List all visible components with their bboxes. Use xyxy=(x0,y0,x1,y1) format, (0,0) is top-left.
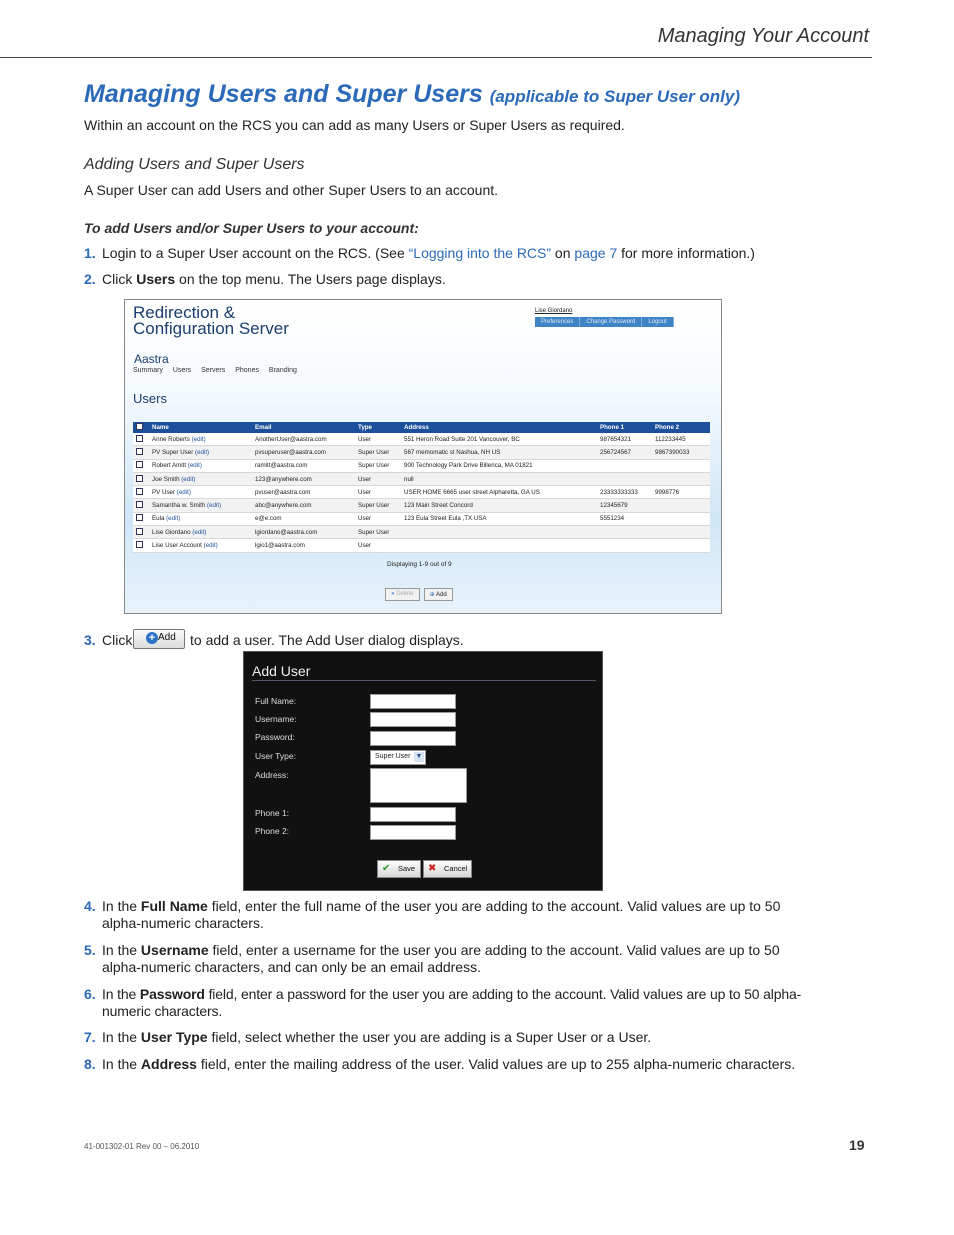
nav-summary[interactable]: Summary xyxy=(133,367,163,374)
step-8-pre: In the xyxy=(102,1056,141,1072)
step-6-number: 6. xyxy=(84,986,96,1002)
user-name: PV User xyxy=(152,488,176,496)
user-name-cell xyxy=(149,499,252,512)
username-label: Username: xyxy=(255,714,297,724)
row-select-cell xyxy=(133,459,149,472)
delete-button[interactable] xyxy=(385,588,420,601)
user-phone1 xyxy=(597,472,652,485)
user-email: ramitt@aastra.com xyxy=(252,459,355,472)
running-header: Managing Your Account xyxy=(657,25,869,47)
row-checkbox[interactable] xyxy=(136,488,143,495)
row-select-cell xyxy=(133,446,149,459)
user-email: pvuser@aastra.com xyxy=(252,486,355,499)
step-1-pre: Login to a Super User account on the RCS. (See xyxy=(102,245,409,261)
step-4-pre: In the xyxy=(102,898,141,914)
user-phone1: 23333333333 xyxy=(597,486,652,499)
user-email: lgio1@aastra.com xyxy=(252,539,355,552)
checkmark-icon: ✔ xyxy=(382,863,391,874)
delete-label: Delete xyxy=(396,591,414,597)
table-actions xyxy=(385,588,453,601)
step-7-pre: In the xyxy=(102,1029,141,1045)
step-5-bold: Username xyxy=(140,942,209,958)
col-phone1[interactable]: Phone 1 xyxy=(597,422,652,433)
full-name-label: Full Name: xyxy=(255,696,297,706)
row-select-cell xyxy=(133,472,149,485)
step-2-text xyxy=(102,271,446,288)
step-6-post: field, enter a password for the user you are adding to the account. Valid values are up to 50 alpha- xyxy=(204,986,802,1002)
user-phone2: 9998776 xyxy=(652,486,710,499)
row-checkbox[interactable] xyxy=(136,435,143,442)
user-name: Lise Giordano xyxy=(152,528,191,536)
user-address: 551 Heron Road Suite 201 Vancouver, BC xyxy=(401,433,597,446)
row-checkbox[interactable] xyxy=(136,514,143,521)
select-all-cell xyxy=(133,422,149,433)
table-row xyxy=(133,459,710,472)
step-8-bold: Address xyxy=(140,1056,197,1072)
company-name: Aastra xyxy=(134,352,169,366)
add-label: Add xyxy=(436,592,447,598)
footer-doc-id: 41-001302-01 Rev 00 – 06.2010 xyxy=(84,1142,200,1151)
table-row xyxy=(133,433,710,446)
user-phone2 xyxy=(652,539,710,552)
edit-link[interactable]: (edit) xyxy=(191,435,206,443)
change-password-button[interactable]: Change Password xyxy=(580,317,642,327)
user-email: AnotherUser@aastra.com xyxy=(252,433,355,446)
users-page-screenshot xyxy=(124,299,722,614)
procedure-heading: To add Users and/or Super Users to your account: xyxy=(84,220,419,236)
step-6-text xyxy=(102,986,801,1020)
user-address: 900 Technology Park Drive Billerica, MA 01821 xyxy=(401,459,597,472)
col-phone2[interactable]: Phone 2 xyxy=(652,422,710,433)
step-4-text xyxy=(102,898,780,932)
step-7-post: field, select whether the user you are adding is a Super User or a User. xyxy=(207,1029,652,1045)
subheading: Adding Users and Super Users xyxy=(84,156,305,173)
paging-text: Displaying 1-9 out of 9 xyxy=(387,561,452,568)
close-icon: ✖ xyxy=(428,863,437,874)
step-4-number: 4. xyxy=(84,898,96,914)
user-name: Eula xyxy=(152,515,165,523)
edit-link[interactable]: (edit) xyxy=(187,462,202,470)
user-phone2 xyxy=(652,472,710,485)
preferences-button[interactable]: Preferences xyxy=(535,317,580,327)
user-name-cell xyxy=(149,512,252,525)
user-address: null xyxy=(401,472,597,485)
user-address: USER HOME 6665 user street Alpharetta, GA US xyxy=(401,486,597,499)
col-name[interactable]: Name xyxy=(149,422,252,433)
table-row xyxy=(133,526,710,539)
table-row xyxy=(133,512,710,525)
address-label: Address: xyxy=(255,770,289,780)
step-4-post: field, enter the full name of the user you are adding to the account. Valid values are up to 50 xyxy=(207,898,781,914)
dialog-title: Add User xyxy=(252,663,311,679)
password-label: Password: xyxy=(255,732,295,742)
edit-link[interactable]: (edit) xyxy=(203,542,218,550)
username-field[interactable] xyxy=(370,712,456,727)
row-select-cell xyxy=(133,433,149,446)
user-name-cell xyxy=(149,459,252,472)
row-checkbox[interactable] xyxy=(136,461,143,468)
save-label: Save xyxy=(398,864,416,873)
step-2-pre: Click xyxy=(102,271,137,287)
step-5-number: 5. xyxy=(84,942,96,958)
step-1-number: 1. xyxy=(84,245,96,261)
plus-icon: + xyxy=(146,632,158,644)
user-phone1: 5551234 xyxy=(597,512,652,525)
select-all-checkbox[interactable] xyxy=(136,423,143,430)
header-rule xyxy=(0,57,872,58)
row-checkbox[interactable] xyxy=(136,541,143,548)
table-row xyxy=(133,499,710,512)
user-name: Lise User Account xyxy=(152,542,202,550)
table-row xyxy=(133,539,710,552)
user-phone2: 9867390033 xyxy=(652,446,710,459)
user-type: User xyxy=(355,539,401,552)
edit-link[interactable]: (edit) xyxy=(195,448,210,456)
user-address: 123 Main Street Concord xyxy=(401,499,597,512)
edit-link[interactable]: (edit) xyxy=(181,475,196,483)
add-user-dialog xyxy=(243,651,603,891)
chevron-down-icon[interactable]: ▼ xyxy=(415,753,423,760)
user-name-cell xyxy=(149,526,252,539)
user-phone1: 987654321 xyxy=(597,433,652,446)
row-checkbox[interactable] xyxy=(136,448,143,455)
user-email: lgiordano@aastra.com xyxy=(252,526,355,539)
user-address: 123 Eula Street Eula ,TX USA xyxy=(401,512,597,525)
step-4-line2: alpha-numeric characters. xyxy=(102,915,264,931)
table-row xyxy=(133,446,710,459)
step-6-line2: numeric characters. xyxy=(102,1003,223,1019)
logout-button[interactable]: Logout xyxy=(642,317,673,327)
section-title-text: Managing Users and Super Users xyxy=(84,80,483,108)
step-2-post: on the top menu. The Users page displays. xyxy=(175,271,446,287)
user-name-cell xyxy=(149,433,252,446)
step-8-post: field, enter the mailing address of the user. Valid values are up to 255 alpha-numeric characters. xyxy=(196,1056,796,1072)
step-2-bold: Users xyxy=(136,271,176,287)
user-name-cell xyxy=(149,446,252,459)
user-phone2 xyxy=(652,499,710,512)
rcs-title-line1: Redirection & xyxy=(133,303,236,322)
user-phone1 xyxy=(597,539,652,552)
nav-users[interactable]: Users xyxy=(172,367,192,374)
users-page-heading: Users xyxy=(133,391,167,406)
row-select-cell xyxy=(133,512,149,525)
row-checkbox[interactable] xyxy=(136,528,143,535)
step-5-text xyxy=(102,942,780,976)
top-nav xyxy=(133,367,305,374)
nav-phones[interactable]: Phones xyxy=(235,367,259,374)
users-table-body xyxy=(133,433,710,552)
add-button[interactable] xyxy=(424,588,453,601)
user-name: Anne Roberts xyxy=(152,435,190,443)
user-type: User xyxy=(355,433,401,446)
page-7-link[interactable]: page 7 xyxy=(574,245,618,261)
plus-icon: ⊕ xyxy=(429,592,435,598)
full-name-field[interactable] xyxy=(370,694,456,709)
rcs-title-line2: Configuration Server xyxy=(133,319,289,338)
edit-link[interactable]: (edit) xyxy=(176,488,191,496)
cancel-button[interactable] xyxy=(423,860,472,878)
cancel-label: Cancel xyxy=(444,864,468,873)
step-2-number: 2. xyxy=(84,271,96,287)
user-email: e@e.com xyxy=(252,512,355,525)
user-phone2 xyxy=(652,459,710,472)
step-6-pre: In the xyxy=(102,986,140,1002)
step-3-click: Click xyxy=(102,632,133,648)
user-type: User xyxy=(355,472,401,485)
users-table-header xyxy=(133,422,710,433)
phone2-label: Phone 2: xyxy=(255,826,290,836)
password-field[interactable] xyxy=(370,731,456,746)
table-row xyxy=(133,472,710,485)
user-name-cell xyxy=(149,486,252,499)
step-3-text: to add a user. The Add User dialog displays. xyxy=(190,632,464,648)
dialog-title-rule xyxy=(252,680,596,681)
col-type[interactable]: Type xyxy=(355,422,401,433)
section-title xyxy=(84,80,740,109)
user-name-cell xyxy=(149,472,252,485)
user-name: Robert Amitt xyxy=(152,462,187,470)
user-address xyxy=(401,539,597,552)
user-phone2: 112233445 xyxy=(652,433,710,446)
user-type-value: Super User xyxy=(375,753,411,760)
user-email: pvsuperuser@aastra.com xyxy=(252,446,355,459)
user-phone1 xyxy=(597,526,652,539)
table-row xyxy=(133,486,710,499)
user-email: 123@anywhere.com xyxy=(252,472,355,485)
step-8-number: 8. xyxy=(84,1056,96,1072)
step-5-pre: In the xyxy=(102,942,141,958)
row-checkbox[interactable] xyxy=(136,475,143,482)
users-table xyxy=(133,422,710,553)
delete-icon: ● xyxy=(391,591,395,597)
user-phone1: 12345679 xyxy=(597,499,652,512)
user-type: Super User xyxy=(355,446,401,459)
step-8-text xyxy=(102,1056,795,1073)
step-1-mid: on xyxy=(551,245,575,261)
user-type: Super User xyxy=(355,499,401,512)
user-name: PV Super User xyxy=(152,448,194,456)
step-7-bold: User Type xyxy=(140,1029,208,1045)
edit-link[interactable]: (edit) xyxy=(166,515,181,523)
intro-paragraph: Within an account on the RCS you can add as many Users or Super Users as required. xyxy=(84,117,625,133)
logging-into-rcs-link[interactable]: “Logging into the RCS” xyxy=(408,245,552,261)
save-button[interactable] xyxy=(377,860,421,878)
account-buttons xyxy=(535,317,674,327)
add-button-image xyxy=(133,629,185,649)
user-phone2 xyxy=(652,512,710,525)
add-button-label: Add xyxy=(158,632,176,643)
user-address: 567 memomatic st Nashua, NH US xyxy=(401,446,597,459)
user-phone1: 256724567 xyxy=(597,446,652,459)
row-checkbox[interactable] xyxy=(136,501,143,508)
user-phone1 xyxy=(597,459,652,472)
phone2-field[interactable] xyxy=(370,825,456,840)
step-4-bold: Full Name xyxy=(140,898,208,914)
col-email[interactable]: Email xyxy=(252,422,355,433)
step-1-text xyxy=(102,245,755,262)
row-select-cell xyxy=(133,526,149,539)
nav-servers[interactable]: Servers xyxy=(201,367,226,374)
step-5-post: field, enter a username for the user you are adding to the account. Valid values are up to 50 xyxy=(208,942,780,958)
user-type: User xyxy=(355,512,401,525)
sub-intro-paragraph: A Super User can add Users and other Super Users to an account. xyxy=(84,182,499,198)
user-address xyxy=(401,526,597,539)
user-name-cell xyxy=(149,539,252,552)
phone1-field[interactable] xyxy=(370,807,456,822)
user-name: Samantha w. Smith xyxy=(152,502,206,510)
step-3-number: 3. xyxy=(84,632,96,648)
row-select-cell xyxy=(133,499,149,512)
edit-link[interactable]: (edit) xyxy=(207,502,222,510)
user-name: Joe Smith xyxy=(152,475,180,483)
edit-link[interactable]: (edit) xyxy=(192,528,207,536)
user-type: Super User xyxy=(355,459,401,472)
step-1-post: for more information.) xyxy=(617,245,755,261)
col-address[interactable]: Address xyxy=(401,422,597,433)
user-type: User xyxy=(355,486,401,499)
phone1-label: Phone 1: xyxy=(255,808,290,818)
page-number: 19 xyxy=(849,1137,865,1153)
address-field[interactable] xyxy=(370,768,467,803)
user-type-label: User Type: xyxy=(255,751,296,761)
user-email: abc@anywhere.com xyxy=(252,499,355,512)
section-title-suffix: (applicable to Super User only) xyxy=(489,87,741,106)
step-5-line2: alpha-numeric characters, and can only be an email address. xyxy=(102,959,481,975)
row-select-cell xyxy=(133,486,149,499)
step-7-text xyxy=(102,1029,651,1046)
nav-branding[interactable]: Branding xyxy=(268,367,297,374)
user-type-select[interactable] xyxy=(370,750,426,765)
user-type: Super User xyxy=(355,526,401,539)
step-6-bold: Password xyxy=(139,986,205,1002)
row-select-cell xyxy=(133,539,149,552)
user-phone2 xyxy=(652,526,710,539)
step-7-number: 7. xyxy=(84,1029,96,1045)
logged-in-user: Lise Giordano xyxy=(535,308,573,314)
